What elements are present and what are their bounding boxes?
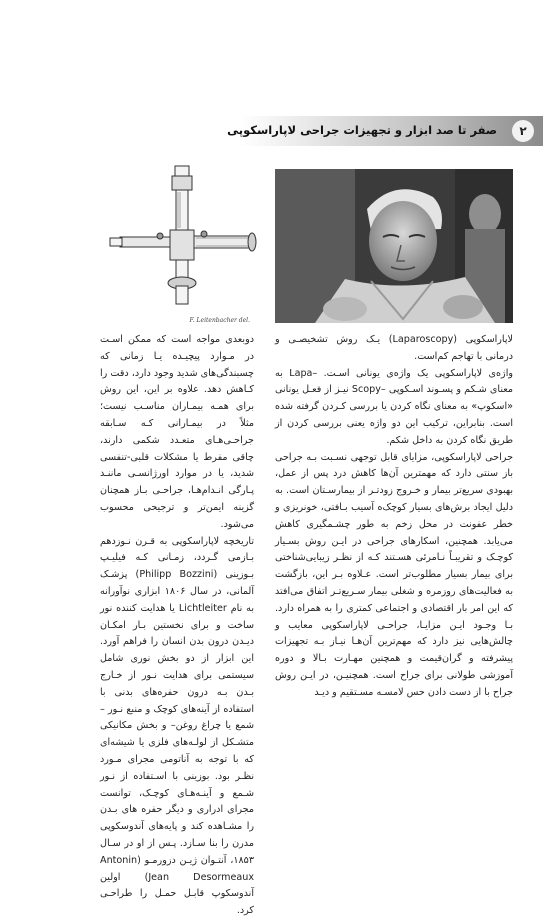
paragraph: جراحی لاپاراسکوپی، مزایای قابل توجهی نسـبت بـه جراحی باز سنتی دارد که مهمترین آن‌ها کاهش درد پس از عمل، بهبودی سریع‌تر بیمار و خـروج زودتـر از بیمارسـتان است. به دلیل ایجاد برش‌های بسیار کوچک‌ه آسیب بـافتی، خونریزی و خطر عفونت در محل زخم به طور چشـمگیری کاهش می‌یابد. همچنین، اسکارهای جراحی در ایـن روش بسـیار کوچـک و تقریبـاً نـامرئی هسـتند کـه از نظـر زیبایی‌شناختی برای بیمار بسیار مطلوب‌تر است. عـلاوه بـر این، بازگشت به فعالیت‌های روزمره و شغلی بیمار سـریع‌تـر اتفاق می‌افتد که این امر بار اقتصادی و اجتماعی کمتری را به همراه دارد. بـا وجـود ایـن مزایـا، جراحـی لاپاراسکوپی معایب و چالش‌هایی نیز دارد که مهم‌ترین آن‌هـا نیـاز بـه تجهیزات پیشرفته و گران‌قیمت و همچنین مهـارت بـالا و دوره آموزشی طولانی برای جراح است. همچنیـن، در ایـن روش جراح با از دست دادن حس لامسـه مسـتقیم و دیـد [275,451,513,698]
surgeon-photo-illustration [275,169,513,323]
lichtleiter-illustration [100,158,260,328]
right-text-column [275,332,513,702]
page-number: ۲ [512,120,534,142]
engraving-signature: F. Leitenbacher del. [189,317,250,324]
page-header [0,116,543,146]
surgeon-photo [275,169,513,323]
paragraph: دوبعدی مواجه است که ممکن اسـت در مـوارد پیچیـده یـا زمانی که چسبندگی‌های شدید وجود دارد، دقت را کـاهش دهد. علاوه بر این، این روش برای همـه بیمـاران مناسـب نیست؛ مثلاً در بیمـارانی کـه سـابقه جراحـی‌هـای متعـدد شکمی دارند، چاقی مفرط یا مشکلات قلبی-تنفسی شدید، یا در موارد اورژانسـی ماننـد پـارگی انـدام‌هـا، جراحـی بـاز همچنان گزینه ایمن‌تر و ترجیحی محسوب می‌شود. [100,334,254,530]
paragraph: لاپاراسکوپی (Laparoscopy) یـک روش تشخیصـی و درمانی با تهاجم کم‌است. [275,334,513,362]
paragraph: واژه‌ی لاپاراسکوپی یک واژه‌ی یونانی اسـت. –Lapa به معنای شـکم و پسـوند اسـکوپی –Scopy نیـز از فعـل یونانی «اسکوپ» به معنای نگاه کردن یا بررسی کـردن گرفته شده است. بنابراین، ترکیب این دو واژه یعنی بررسی کردن از طریق نگاه کردن به داخل شکم. [275,367,513,446]
paragraph: تاریخچه لاپاراسکوپی به قـرن نـوزدهم بـازمی گـردد، زمـانی کـه فیلیـپ بـوزینی (Philipp Bozzini) پزشـک آلمانی، در سال ۱۸۰۶ ابزاری نوآورانه به نام Lichtleiter یا هدایت کننده نور ساخت و برای نخستین بـار امکـان دیـدن درون بدن انسان را فراهم آورد. این ابزار از دو بخش نوری شامل سیستمی برای هدایت نـور از خـارج بـدن بـه درون حفره‌های بدنی با استفاده از آینه‌های کوچک و منبع نـور – شمع یا چراغ روغن– و بخش مکانیکی متشـکل از لولـه‌های فلزی یا شیشه‌ای که با توجه به آناتومی مجرای مـورد نظـر بود. بوزینی با اسـتفاده از نـور شـمع و آینـه‌هـای کوچـک، توانست مجرای ادراری و دیگر حفره های بـدن را مشـاهده کند و پایه‌های آندوسکوپی مدرن را بنا سـازد. پـس از او در سـال ۱۸۵۳، آنتـوان ژیـن دزورمـو (Antonin Jean Desormeaux) اولین آندوسکوپ قابـل حمـل را طراحـی کرد. [100,535,255,917]
lichtleiter-engraving [100,158,260,328]
left-text-column [100,332,254,920]
running-title: صفر تا صد ابزار و تجهیزات جراحی لاپاراسکوپی [227,123,497,137]
